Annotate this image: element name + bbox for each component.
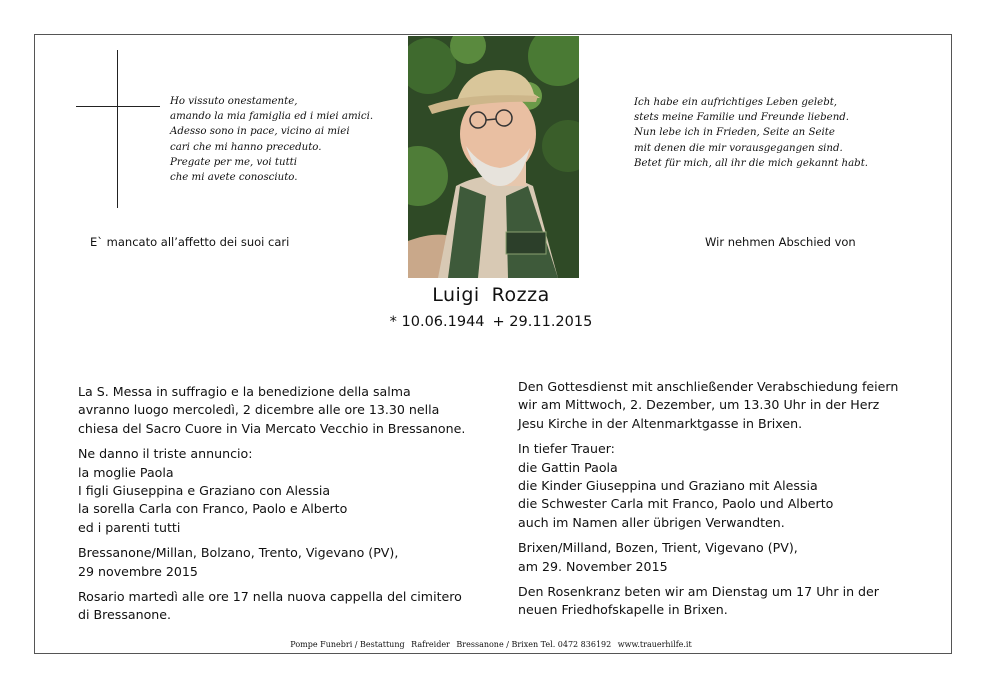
- footer-funeral-home: Pompe Funebri / Bestattung: [290, 640, 405, 649]
- footer-company: Rafreider: [411, 640, 450, 649]
- text-line: di Bressanone.: [78, 607, 172, 623]
- poem-line: Pregate per me, voi tutti: [170, 156, 298, 168]
- text-line: Rosario martedì alle ore 17 nella nuova cappella del cimitero: [78, 589, 462, 605]
- poem-line: stets meine Familie und Freunde liebend.: [634, 112, 850, 124]
- last-name: Rozza: [491, 284, 550, 306]
- text-line: Den Gottesdienst mit anschließender Verabschiedung feiern: [518, 379, 899, 394]
- text-line: neuen Friedhofskapelle in Brixen.: [518, 602, 728, 618]
- intro-italian: E` mancato all’affetto dei suoi cari: [90, 235, 290, 249]
- poem-line: amando la mia famiglia ed i miei amici.: [170, 111, 374, 123]
- death-date: + 29.11.2015: [492, 314, 593, 330]
- text-line: am 29. November 2015: [518, 558, 668, 574]
- text-line: la moglie Paola: [78, 464, 174, 480]
- poem-line: Nun lebe ich in Frieden, Seite an Seite: [634, 127, 835, 139]
- text-line: ed i parenti tutti: [78, 519, 181, 535]
- birth-date: * 10.06.1944: [389, 314, 485, 330]
- paragraph: [518, 583, 918, 620]
- paragraph: [78, 445, 493, 537]
- poem-line: che mi avete conosciuto.: [170, 172, 298, 184]
- text-line: I figli Giuseppina e Graziano con Alessia: [78, 483, 331, 499]
- italian-text-column: [78, 383, 493, 632]
- text-line: die Schwester Carla mit Franco, Paolo und Alberto: [518, 496, 834, 512]
- paragraph: [78, 588, 493, 625]
- text-line: la sorella Carla con Franco, Paolo e Alberto: [78, 501, 348, 517]
- poem-line: cari che mi hanno preceduto.: [170, 141, 322, 153]
- paragraph: [78, 383, 493, 438]
- intro-german: Wir nehmen Abschied von: [705, 235, 856, 249]
- text-line: die Gattin Paola: [518, 459, 618, 475]
- text-line: La S. Messa in suffragio e la benedizione della salma: [78, 384, 411, 399]
- text-line: In tiefer Trauer:: [518, 441, 615, 457]
- poem-italian: [170, 94, 373, 185]
- text-line: die Kinder Giuseppina und Graziano mit Alessia: [518, 478, 818, 494]
- footer: [0, 640, 982, 649]
- paragraph: [518, 378, 918, 433]
- text-line: 29 novembre 2015: [78, 563, 198, 579]
- poem-line: Betet für mich, all ihr die mich gekannt habt.: [634, 157, 869, 169]
- paragraph: [78, 544, 493, 581]
- german-text-column: [518, 378, 918, 627]
- poem-line: Adesso sono in pace, vicino ai miei: [170, 126, 350, 138]
- text-line: wir am Mittwoch, 2. Dezember, um 13.30 Uhr in der Herz: [518, 397, 880, 413]
- portrait-photo: [408, 36, 579, 278]
- footer-location: Bressanone / Brixen Tel. 0472 836192: [456, 640, 612, 649]
- text-line: avranno luogo mercoledì, 2 dicembre alle ore 13.30 nella: [78, 402, 440, 418]
- text-line: chiesa del Sacro Cuore in Via Mercato Vecchio in Bressanone.: [78, 420, 466, 436]
- text-line: Brixen/Milland, Bozen, Trient, Vigevano (PV),: [518, 540, 798, 556]
- life-dates: [0, 314, 982, 330]
- poem-line: mit denen die mir vorausgegangen sind.: [634, 142, 843, 154]
- text-line: Jesu Kirche in der Altenmarktgasse in Brixen.: [518, 415, 803, 431]
- text-line: Bressanone/Millan, Bolzano, Trento, Vigevano (PV),: [78, 545, 399, 561]
- first-name: Luigi: [432, 284, 480, 306]
- text-line: Ne danno il triste annuncio:: [78, 446, 253, 462]
- poem-german: [634, 95, 868, 171]
- paragraph: [518, 539, 918, 576]
- deceased-name: [0, 284, 982, 306]
- text-line: auch im Namen aller übrigen Verwandten.: [518, 514, 785, 530]
- text-line: Den Rosenkranz beten wir am Dienstag um 17 Uhr in der: [518, 584, 879, 600]
- paragraph: [518, 440, 918, 532]
- footer-website[interactable]: www.trauerhilfe.it: [617, 640, 692, 649]
- poem-line: Ich habe ein aufrichtiges Leben gelebt,: [634, 97, 838, 108]
- poem-line: Ho vissuto onestamente,: [170, 96, 298, 107]
